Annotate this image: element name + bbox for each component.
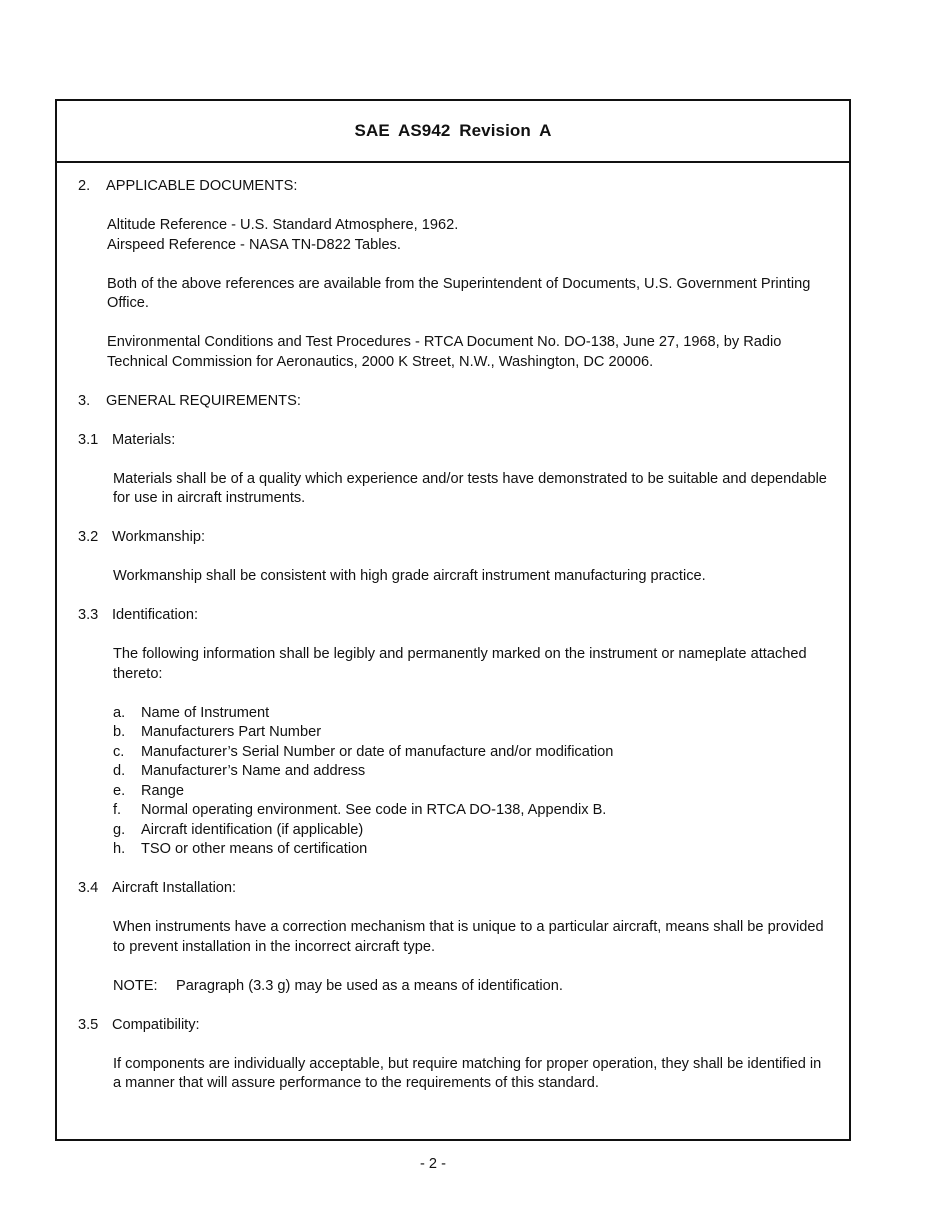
compatibility-paragraph: If components are individually acceptable, but require matching for proper operation, they shall be identified in a manner that will assure performance to the requirements of this standard. bbox=[113, 1055, 822, 1091]
list-item-text: Aircraft identification (if applicable) bbox=[141, 821, 364, 838]
altitude-reference: Altitude Reference - U.S. Standard Atmosphere, 1962. bbox=[107, 217, 459, 233]
section-3-heading bbox=[78, 392, 831, 412]
note-label: NOTE: bbox=[113, 977, 158, 994]
list-item bbox=[113, 821, 831, 841]
identification-list bbox=[78, 704, 831, 860]
airspeed-reference: Airspeed Reference - NASA TN-D822 Tables. bbox=[107, 236, 401, 253]
section-heading: Materials: bbox=[112, 431, 176, 448]
section-heading: APPLICABLE DOCUMENTS: bbox=[106, 178, 298, 194]
section-2-heading bbox=[78, 177, 831, 197]
document-title: SAE AS942 Revision A bbox=[354, 121, 552, 141]
workmanship-paragraph: Workmanship shall be consistent with high grade aircraft instrument manufacturing practice. bbox=[113, 568, 706, 584]
list-item-text: Normal operating environment. See code in RTCA DO-138, Appendix B. bbox=[141, 802, 607, 818]
list-item-text: Manufacturer’s Name and address bbox=[141, 763, 366, 779]
note-text: Paragraph (3.3 g) may be used as a means of identification. bbox=[176, 977, 563, 994]
page-number: - 2 - bbox=[420, 1156, 446, 1172]
section-heading: GENERAL REQUIREMENTS: bbox=[106, 392, 301, 409]
section-number: 3.4 bbox=[78, 880, 99, 896]
document-body bbox=[78, 177, 831, 1094]
list-letter: a. bbox=[113, 704, 126, 721]
section-heading: Identification: bbox=[112, 607, 198, 623]
list-item-text: TSO or other means of certification bbox=[141, 841, 368, 857]
reference-list bbox=[78, 216, 831, 255]
environmental-paragraph: Environmental Conditions and Test Procedures - RTCA Document No. DO-138, June 27, 1968, by Radio Technical Commission for Aeronautics, 2000 K Street, N.W., Washington, DC 20006. bbox=[107, 334, 782, 370]
installation-paragraph: When instruments have a correction mechanism that is unique to a particular aircraft, means shall be provided to prevent installation in the incorrect aircraft type. bbox=[113, 919, 824, 955]
list-letter: h. bbox=[113, 841, 126, 857]
list-item-text: Manufacturers Part Number bbox=[141, 724, 322, 740]
section-heading: Compatibility: bbox=[112, 1016, 200, 1033]
page-frame bbox=[55, 99, 851, 1141]
section-3-5-heading bbox=[78, 1016, 831, 1036]
note bbox=[78, 977, 831, 997]
list-item-text: Name of Instrument bbox=[141, 704, 270, 721]
list-item-text: Manufacturer’s Serial Number or date of manufacture and/or modification bbox=[141, 743, 614, 760]
list-item bbox=[113, 782, 831, 802]
section-3-4-heading bbox=[78, 879, 831, 899]
document-header bbox=[57, 101, 849, 163]
identification-paragraph: The following information shall be legibly and permanently marked on the instrument or nameplate attached thereto: bbox=[113, 646, 807, 682]
list-item bbox=[113, 801, 831, 821]
section-number: 3.5 bbox=[78, 1016, 99, 1033]
list-item-text: Range bbox=[141, 782, 185, 799]
list-item bbox=[113, 840, 831, 860]
section-3-1-heading bbox=[78, 431, 831, 451]
list-item bbox=[113, 743, 831, 763]
section-number: 3. bbox=[78, 392, 91, 409]
section-heading: Workmanship: bbox=[112, 529, 205, 545]
list-item bbox=[113, 762, 831, 782]
section-3-3-heading bbox=[78, 606, 831, 626]
list-letter: e. bbox=[113, 782, 126, 799]
list-letter: d. bbox=[113, 763, 126, 779]
list-item bbox=[113, 704, 831, 724]
list-letter: b. bbox=[113, 724, 126, 740]
list-item bbox=[113, 723, 831, 743]
section-heading: Aircraft Installation: bbox=[112, 880, 237, 896]
list-letter: c. bbox=[113, 743, 125, 760]
section-number: 3.1 bbox=[78, 431, 99, 448]
section-3-2-heading bbox=[78, 528, 831, 548]
availability-paragraph: Both of the above references are available from the Superintendent of Documents, U.S. Government Printing Office. bbox=[107, 275, 811, 311]
materials-paragraph: Materials shall be of a quality which experience and/or tests have demonstrated to be suitable and dependable for use in aircraft instruments. bbox=[113, 470, 827, 506]
section-number: 3.3 bbox=[78, 607, 99, 623]
list-letter: g. bbox=[113, 821, 126, 838]
section-number: 3.2 bbox=[78, 529, 99, 545]
section-number: 2. bbox=[78, 178, 91, 194]
list-letter: f. bbox=[113, 802, 122, 818]
